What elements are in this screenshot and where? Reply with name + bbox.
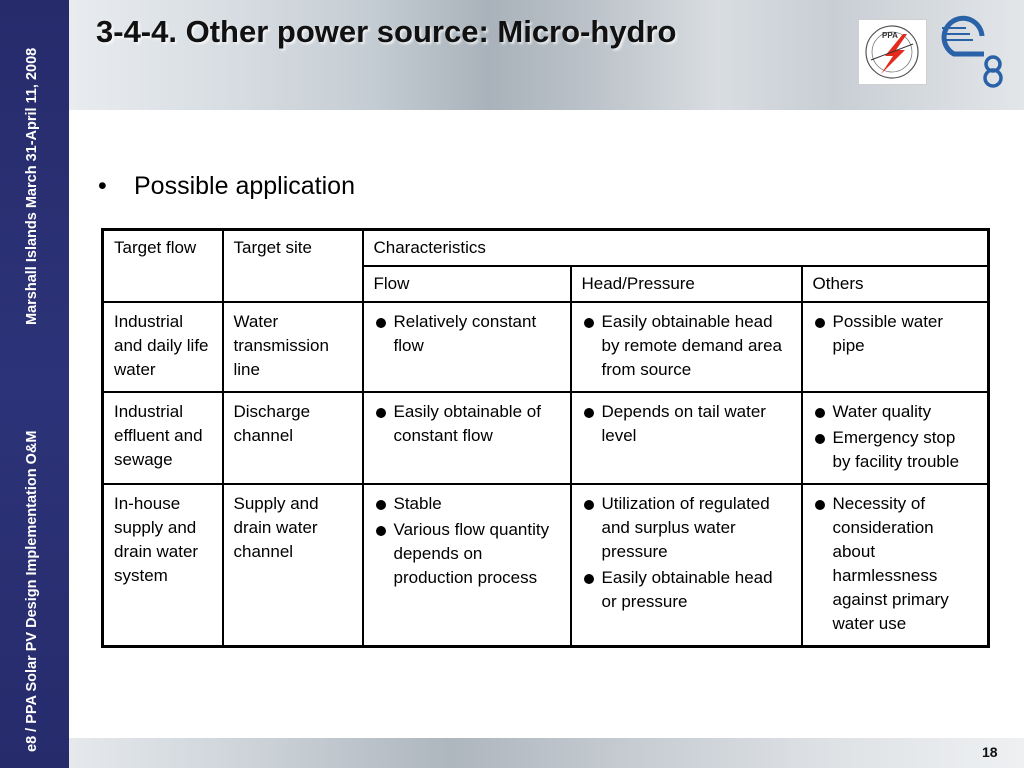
table-row (103, 392, 989, 484)
page-number: 18 (982, 744, 998, 760)
application-table (101, 228, 990, 648)
bullet-marker: • (98, 172, 107, 200)
cell-target-site: Supply and drain water channel (223, 484, 363, 647)
ppa-logo-icon (859, 20, 926, 84)
header-target-flow: Target flow (103, 230, 223, 303)
table-header-row (103, 230, 989, 267)
e8-logo (940, 14, 1010, 90)
list-item: Water quality (813, 400, 978, 424)
list-item: Stable (374, 492, 560, 516)
bullet-possible-application (98, 172, 355, 201)
sidebar-project-text: e8 / PPA Solar PV Design Implementation O&M (24, 430, 40, 752)
sidebar-event-text: Marshall Islands March 31-April 11, 2008 (24, 47, 40, 325)
cell-target-site: Water transmission line (223, 302, 363, 392)
cell-target-flow: Industrial effluent and sewage (103, 392, 223, 484)
list-item: Easily obtainable of constant flow (374, 400, 560, 448)
sidebar (0, 0, 69, 768)
list-item: Possible water pipe (813, 310, 978, 358)
cell-target-flow: In-house supply and drain water system (103, 484, 223, 647)
list-item: Easily obtainable head or pressure (582, 566, 791, 614)
table-row (103, 302, 989, 392)
header-flow: Flow (363, 266, 571, 302)
cell-flow (363, 484, 571, 647)
header-characteristics: Characteristics (363, 230, 989, 267)
bullet-text: Possible application (134, 172, 355, 200)
table-row (103, 484, 989, 647)
list-item: Various flow quantity depends on production process (374, 518, 560, 590)
footer-background (69, 738, 1024, 768)
cell-others (802, 484, 989, 647)
svg-text:PPA: PPA (882, 31, 898, 40)
header-others: Others (802, 266, 989, 302)
cell-flow (363, 302, 571, 392)
cell-head-pressure (571, 484, 802, 647)
list-item: Utilization of regulated and surplus water pressure (582, 492, 791, 564)
cell-target-flow: Industrial and daily life water (103, 302, 223, 392)
cell-target-site: Discharge channel (223, 392, 363, 484)
e8-logo-icon (940, 14, 1010, 90)
cell-flow (363, 392, 571, 484)
ppa-logo (858, 19, 927, 85)
header-target-site: Target site (223, 230, 363, 303)
cell-head-pressure (571, 392, 802, 484)
list-item: Relatively constant flow (374, 310, 560, 358)
cell-head-pressure (571, 302, 802, 392)
slide-title: 3-4-4. Other power source: Micro-hydro (96, 14, 677, 49)
list-item: Emergency stop by facility trouble (813, 426, 978, 474)
list-item: Necessity of consideration about harmlessness against primary water use (813, 492, 978, 636)
cell-others (802, 392, 989, 484)
cell-others (802, 302, 989, 392)
list-item: Depends on tail water level (582, 400, 791, 448)
header-head-pressure: Head/Pressure (571, 266, 802, 302)
list-item: Easily obtainable head by remote demand area from source (582, 310, 791, 382)
